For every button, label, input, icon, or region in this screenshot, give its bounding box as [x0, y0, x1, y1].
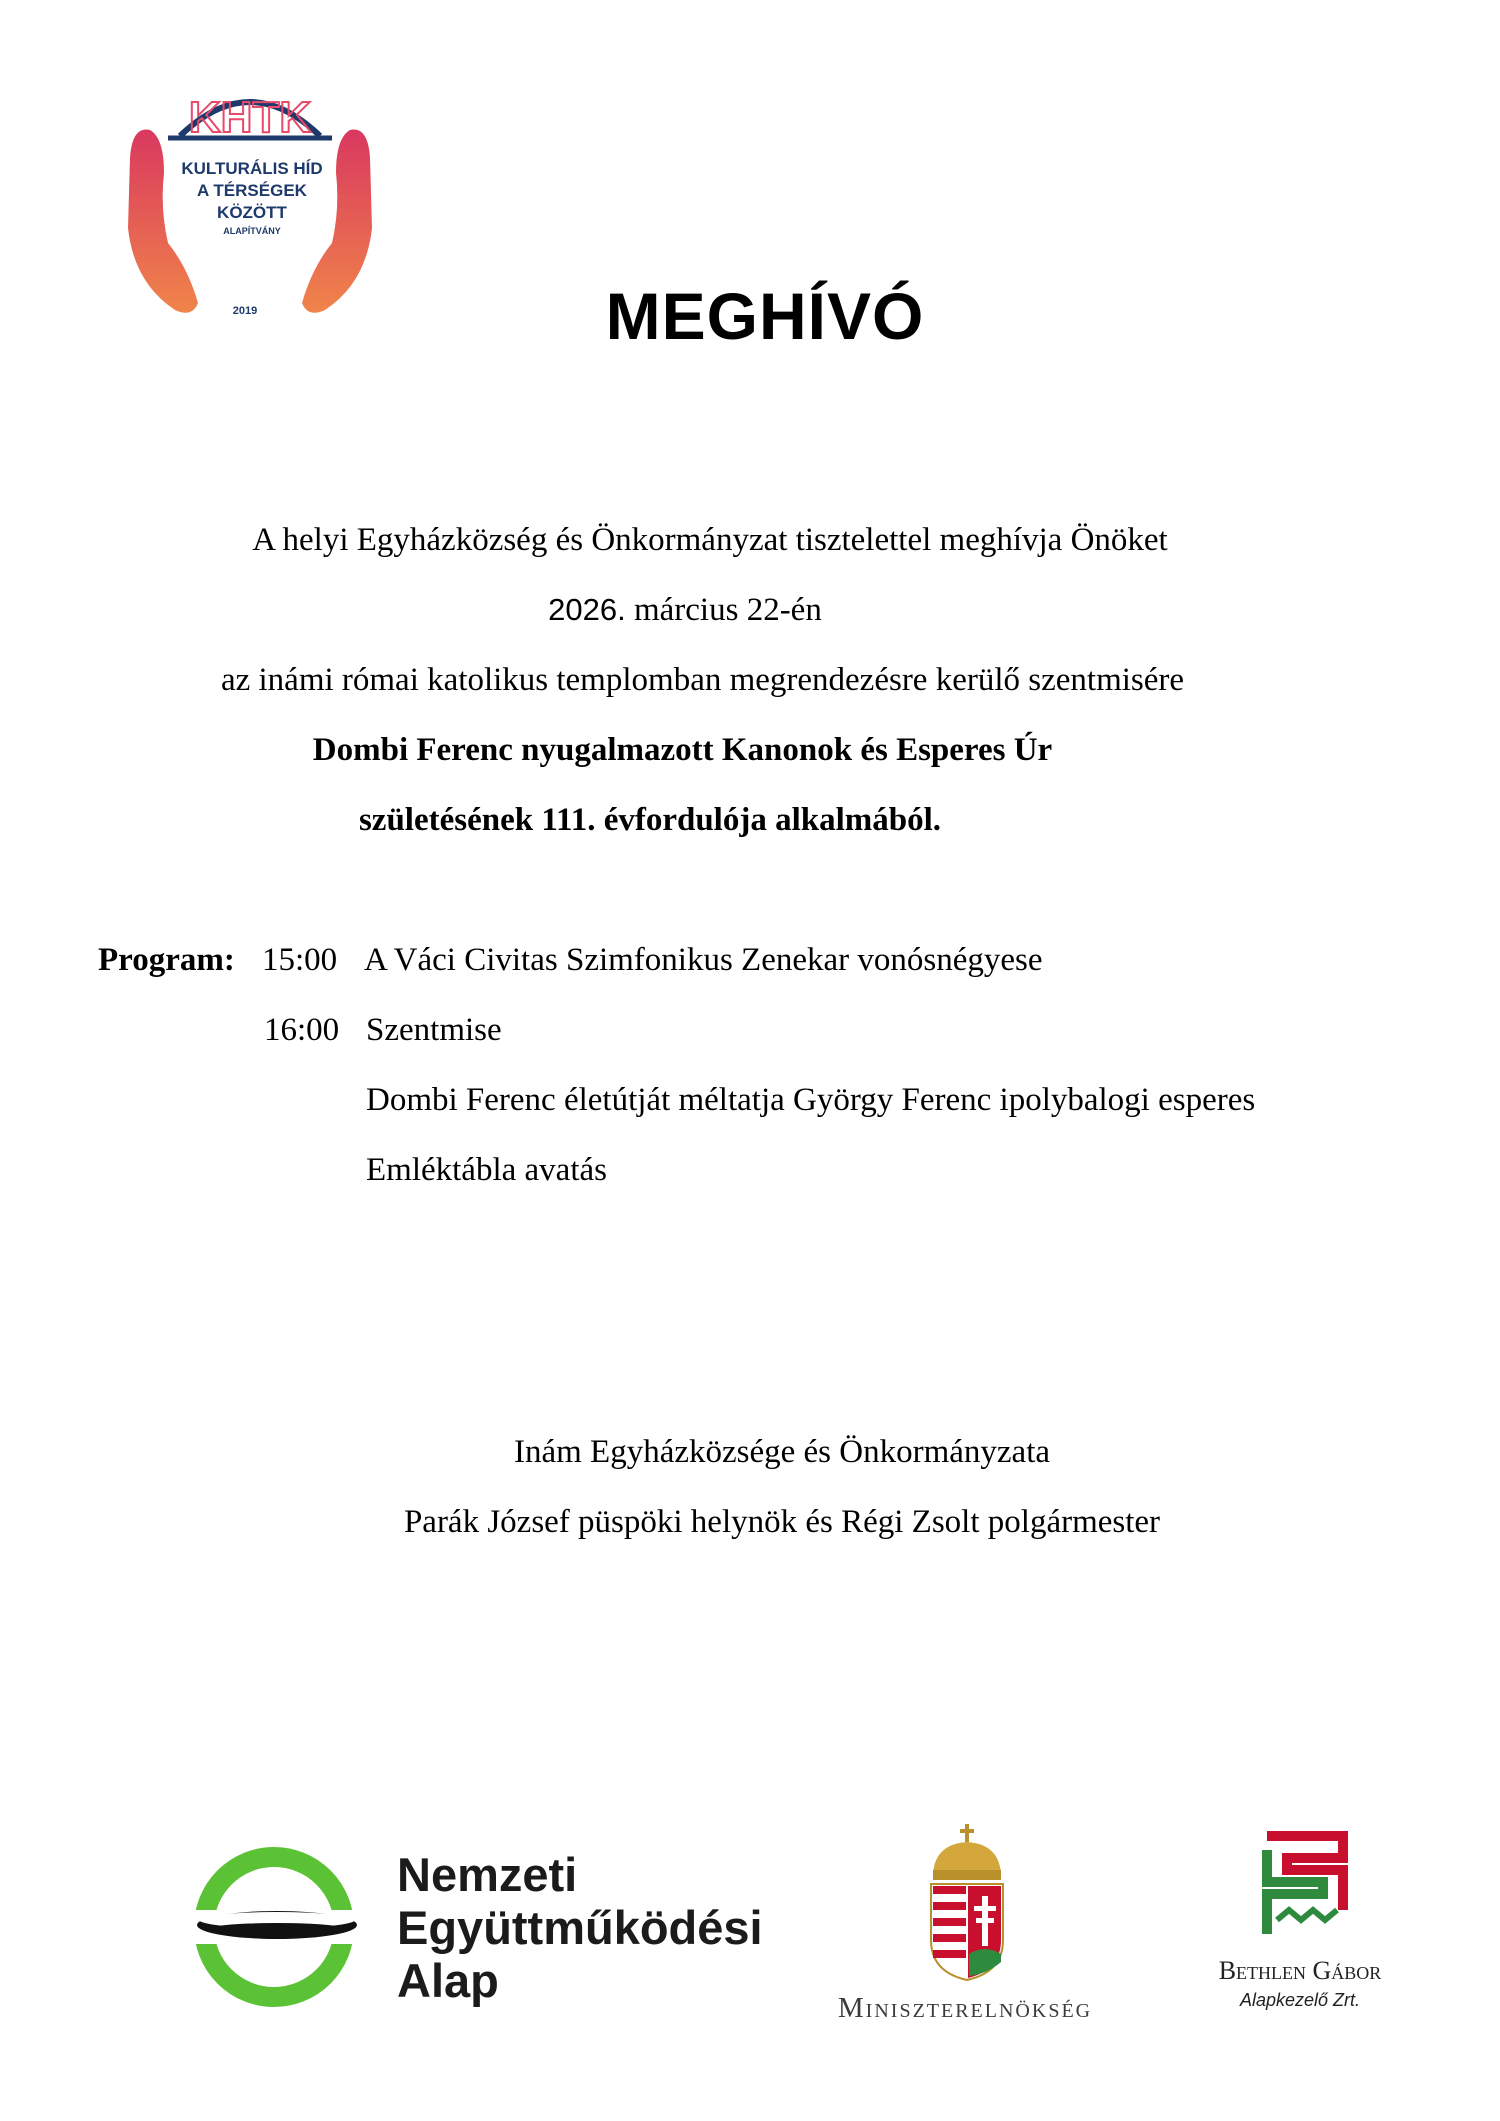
logo-line-4: ALAPÍTVÁNY	[223, 226, 281, 236]
invitation-honoree: Dombi Ferenc nyugalmazott Kanonok és Esperes Úr	[312, 732, 1053, 768]
nea-line-2: Együttműködési	[397, 1901, 763, 1954]
program-label: Program:	[98, 942, 235, 978]
program-item-3: Dombi Ferenc életútját méltatja György Ferenc ipolybalogi esperes	[366, 1082, 1256, 1118]
bga-emblem-icon	[1257, 1830, 1353, 1942]
miniszterelnokseg-logo	[805, 1822, 1125, 2037]
program-item-4: Emléktábla avatás	[366, 1152, 607, 1188]
bga-name: Bethlen Gábor	[1218, 1956, 1382, 1985]
hungarian-coat-of-arms-icon	[925, 1822, 1009, 1982]
bga-subtitle: Alapkezelő Zrt.	[1239, 1990, 1361, 2010]
date-year: 2026.	[548, 592, 626, 627]
program-time-1: 15:00	[262, 942, 338, 978]
nea-line-1: Nemzeti	[397, 1848, 578, 1901]
nea-logo	[192, 1832, 792, 2022]
logo-line-1: KULTURÁLIS HÍD	[181, 159, 323, 178]
program-item-2: Szentmise	[366, 1012, 502, 1048]
khtk-foundation-logo	[120, 78, 380, 338]
logo-letters: KHTK	[188, 93, 312, 142]
invitation-line-3: az inámi római katolikus templomban megrendezésre kerülő szentmisére	[220, 662, 1185, 698]
invitation-line-1: A helyi Egyházközség és Önkormányzat tisztelettel meghívja Önöket	[252, 522, 1168, 558]
program-time-2: 16:00	[264, 1012, 340, 1048]
invitation-occasion: születésének 111. évfordulója alkalmából.	[358, 802, 942, 838]
right-hand-shape	[302, 130, 372, 313]
signature-names: Parák József püspöki helynök és Régi Zsolt polgármester	[403, 1504, 1161, 1540]
bethlen-gabor-logo	[1195, 1830, 1405, 2020]
miniszterelnokseg-text: Miniszterelnökség	[837, 1992, 1093, 2024]
logo-line-3: KÖZÖTT	[217, 203, 287, 222]
left-hand-shape	[128, 130, 198, 313]
nea-ring-icon	[192, 1832, 362, 2022]
page-title: MEGHÍVÓ	[605, 279, 925, 353]
invitation-date	[0, 590, 1500, 630]
logo-line-2: A TÉRSÉGEK	[197, 181, 307, 200]
program-item-1: A Váci Civitas Szimfonikus Zenekar vonósnégyese	[364, 942, 1043, 978]
signature-org: Inám Egyházközsége és Önkormányzata	[513, 1434, 1051, 1470]
logo-year: 2019	[232, 305, 258, 317]
date-rest: március 22-én	[625, 592, 822, 628]
nea-line-3: Alap	[397, 1954, 499, 2007]
